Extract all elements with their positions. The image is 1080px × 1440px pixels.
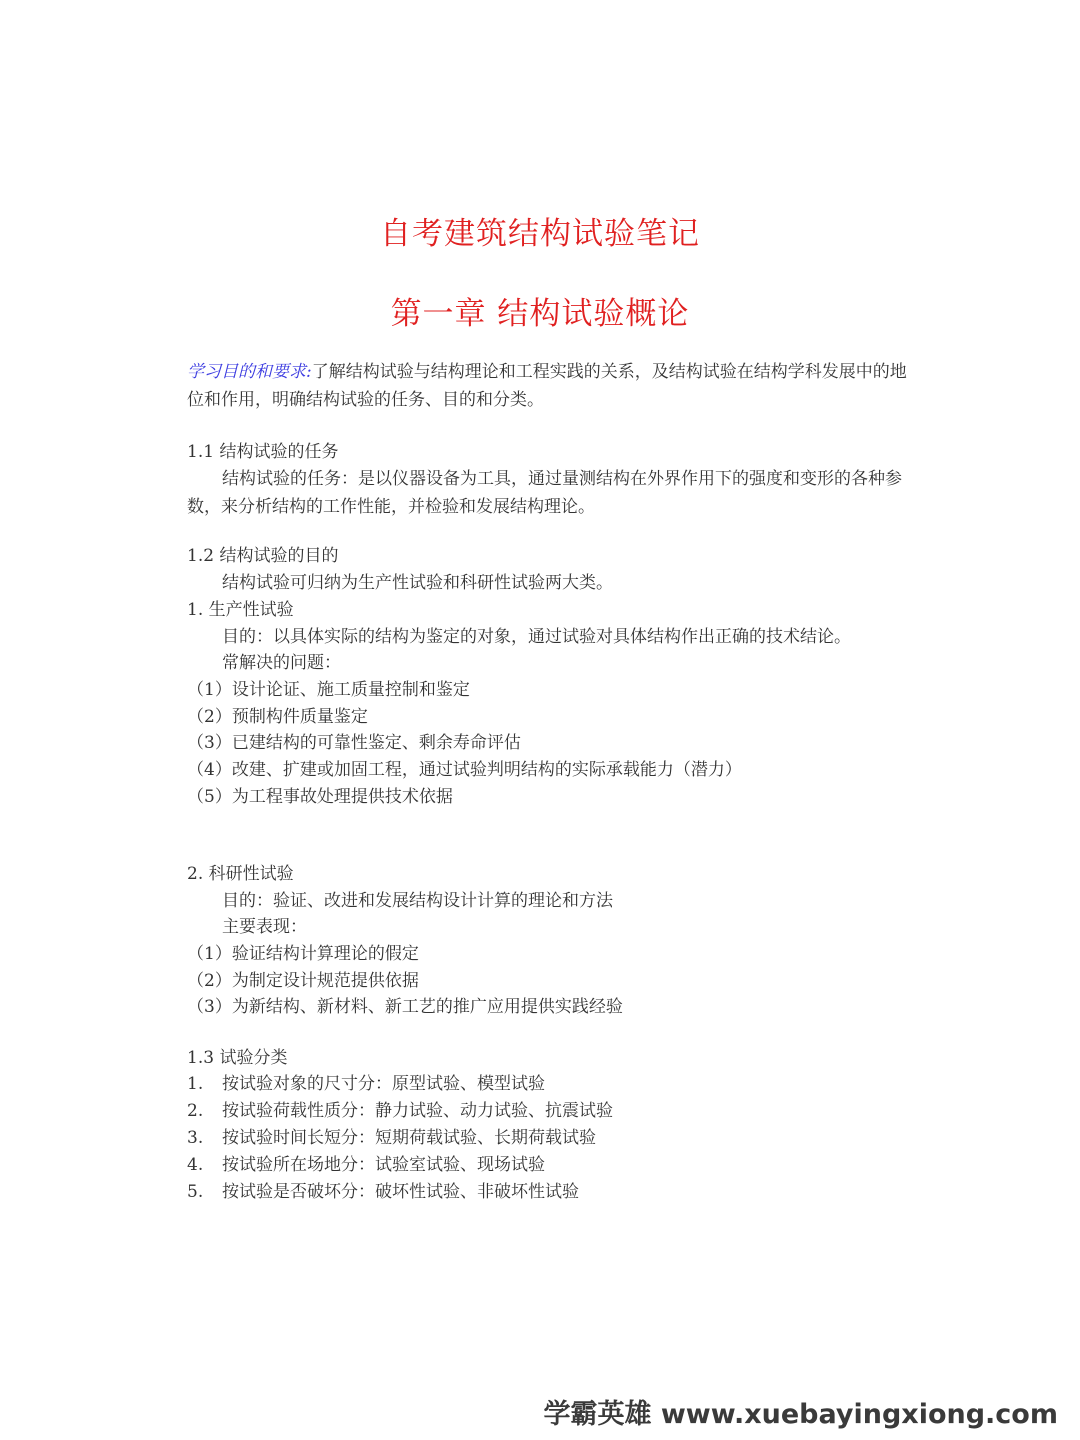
- classification-number: 5.: [187, 1182, 204, 1202]
- list-item: （1）设计论证、施工质量控制和鉴定: [187, 680, 470, 700]
- section-1-3-heading: 1.3 试验分类: [187, 1048, 288, 1068]
- research-test-heading: 2. 科研性试验: [187, 864, 294, 884]
- document-title: 自考建筑结构试验笔记: [380, 216, 700, 252]
- classification-number: 3.: [187, 1128, 204, 1148]
- objectives-text: 了解结构试验与结构理论和工程实践的关系，及结构试验在结构学科发展中的地位和作用，明确结构试验的任务、目的和分类。: [187, 362, 907, 410]
- section-1-2-body: 结构试验可归纳为生产性试验和科研性试验两大类。: [222, 573, 613, 593]
- list-item: （5）为工程事故处理提供技术依据: [187, 787, 453, 807]
- classification-number: 4.: [187, 1155, 204, 1175]
- classification-text: 按试验所在场地分：试验室试验、现场试验: [222, 1155, 545, 1175]
- classification-text: 按试验对象的尺寸分：原型试验、模型试验: [222, 1074, 545, 1094]
- classification-text: 按试验时间长短分：短期荷载试验、长期荷载试验: [222, 1128, 596, 1148]
- list-item: （2）预制构件质量鉴定: [187, 707, 368, 727]
- classification-number: 1.: [187, 1074, 204, 1094]
- chapter-title: 第一章 结构试验概论: [390, 296, 690, 332]
- list-item: （2）为制定设计规范提供依据: [187, 971, 419, 991]
- objectives-label: 学习目的和要求:: [187, 362, 312, 382]
- list-item: （1）验证结构计算理论的假定: [187, 944, 419, 964]
- section-1-1-body: 结构试验的任务：是以仪器设备为工具，通过量测结构在外界作用下的强度和变形的各种参数，来分析结构的工作性能，并检验和发展结构理论。: [187, 469, 902, 517]
- list-item: （3）为新结构、新材料、新工艺的推广应用提供实践经验: [187, 997, 623, 1017]
- production-test-heading: 1. 生产性试验: [187, 600, 294, 620]
- classification-text: 按试验荷载性质分：静力试验、动力试验、抗震试验: [222, 1101, 613, 1121]
- production-test-subheading: 常解决的问题：: [222, 653, 341, 673]
- site-watermark: 学霸英雄 www.xuebayingxiong.com: [543, 1399, 1058, 1430]
- learning-objectives: [187, 358, 907, 414]
- classification-text: 按试验是否破坏分：破坏性试验、非破坏性试验: [222, 1182, 579, 1202]
- production-test-purpose: 目的：以具体实际的结构为鉴定的对象，通过试验对具体结构作出正确的技术结论。: [222, 627, 851, 647]
- research-test-purpose: 目的：验证、改进和发展结构设计计算的理论和方法: [222, 891, 613, 911]
- section-1-2-heading: 1.2 结构试验的目的: [187, 546, 339, 566]
- section-1-1-heading: 1.1 结构试验的任务: [187, 442, 339, 462]
- research-test-subheading: 主要表现：: [222, 917, 307, 937]
- classification-number: 2.: [187, 1101, 204, 1121]
- list-item: （3）已建结构的可靠性鉴定、剩余寿命评估: [187, 733, 521, 753]
- list-item: （4）改建、扩建或加固工程，通过试验判明结构的实际承载能力（潜力）: [187, 760, 742, 780]
